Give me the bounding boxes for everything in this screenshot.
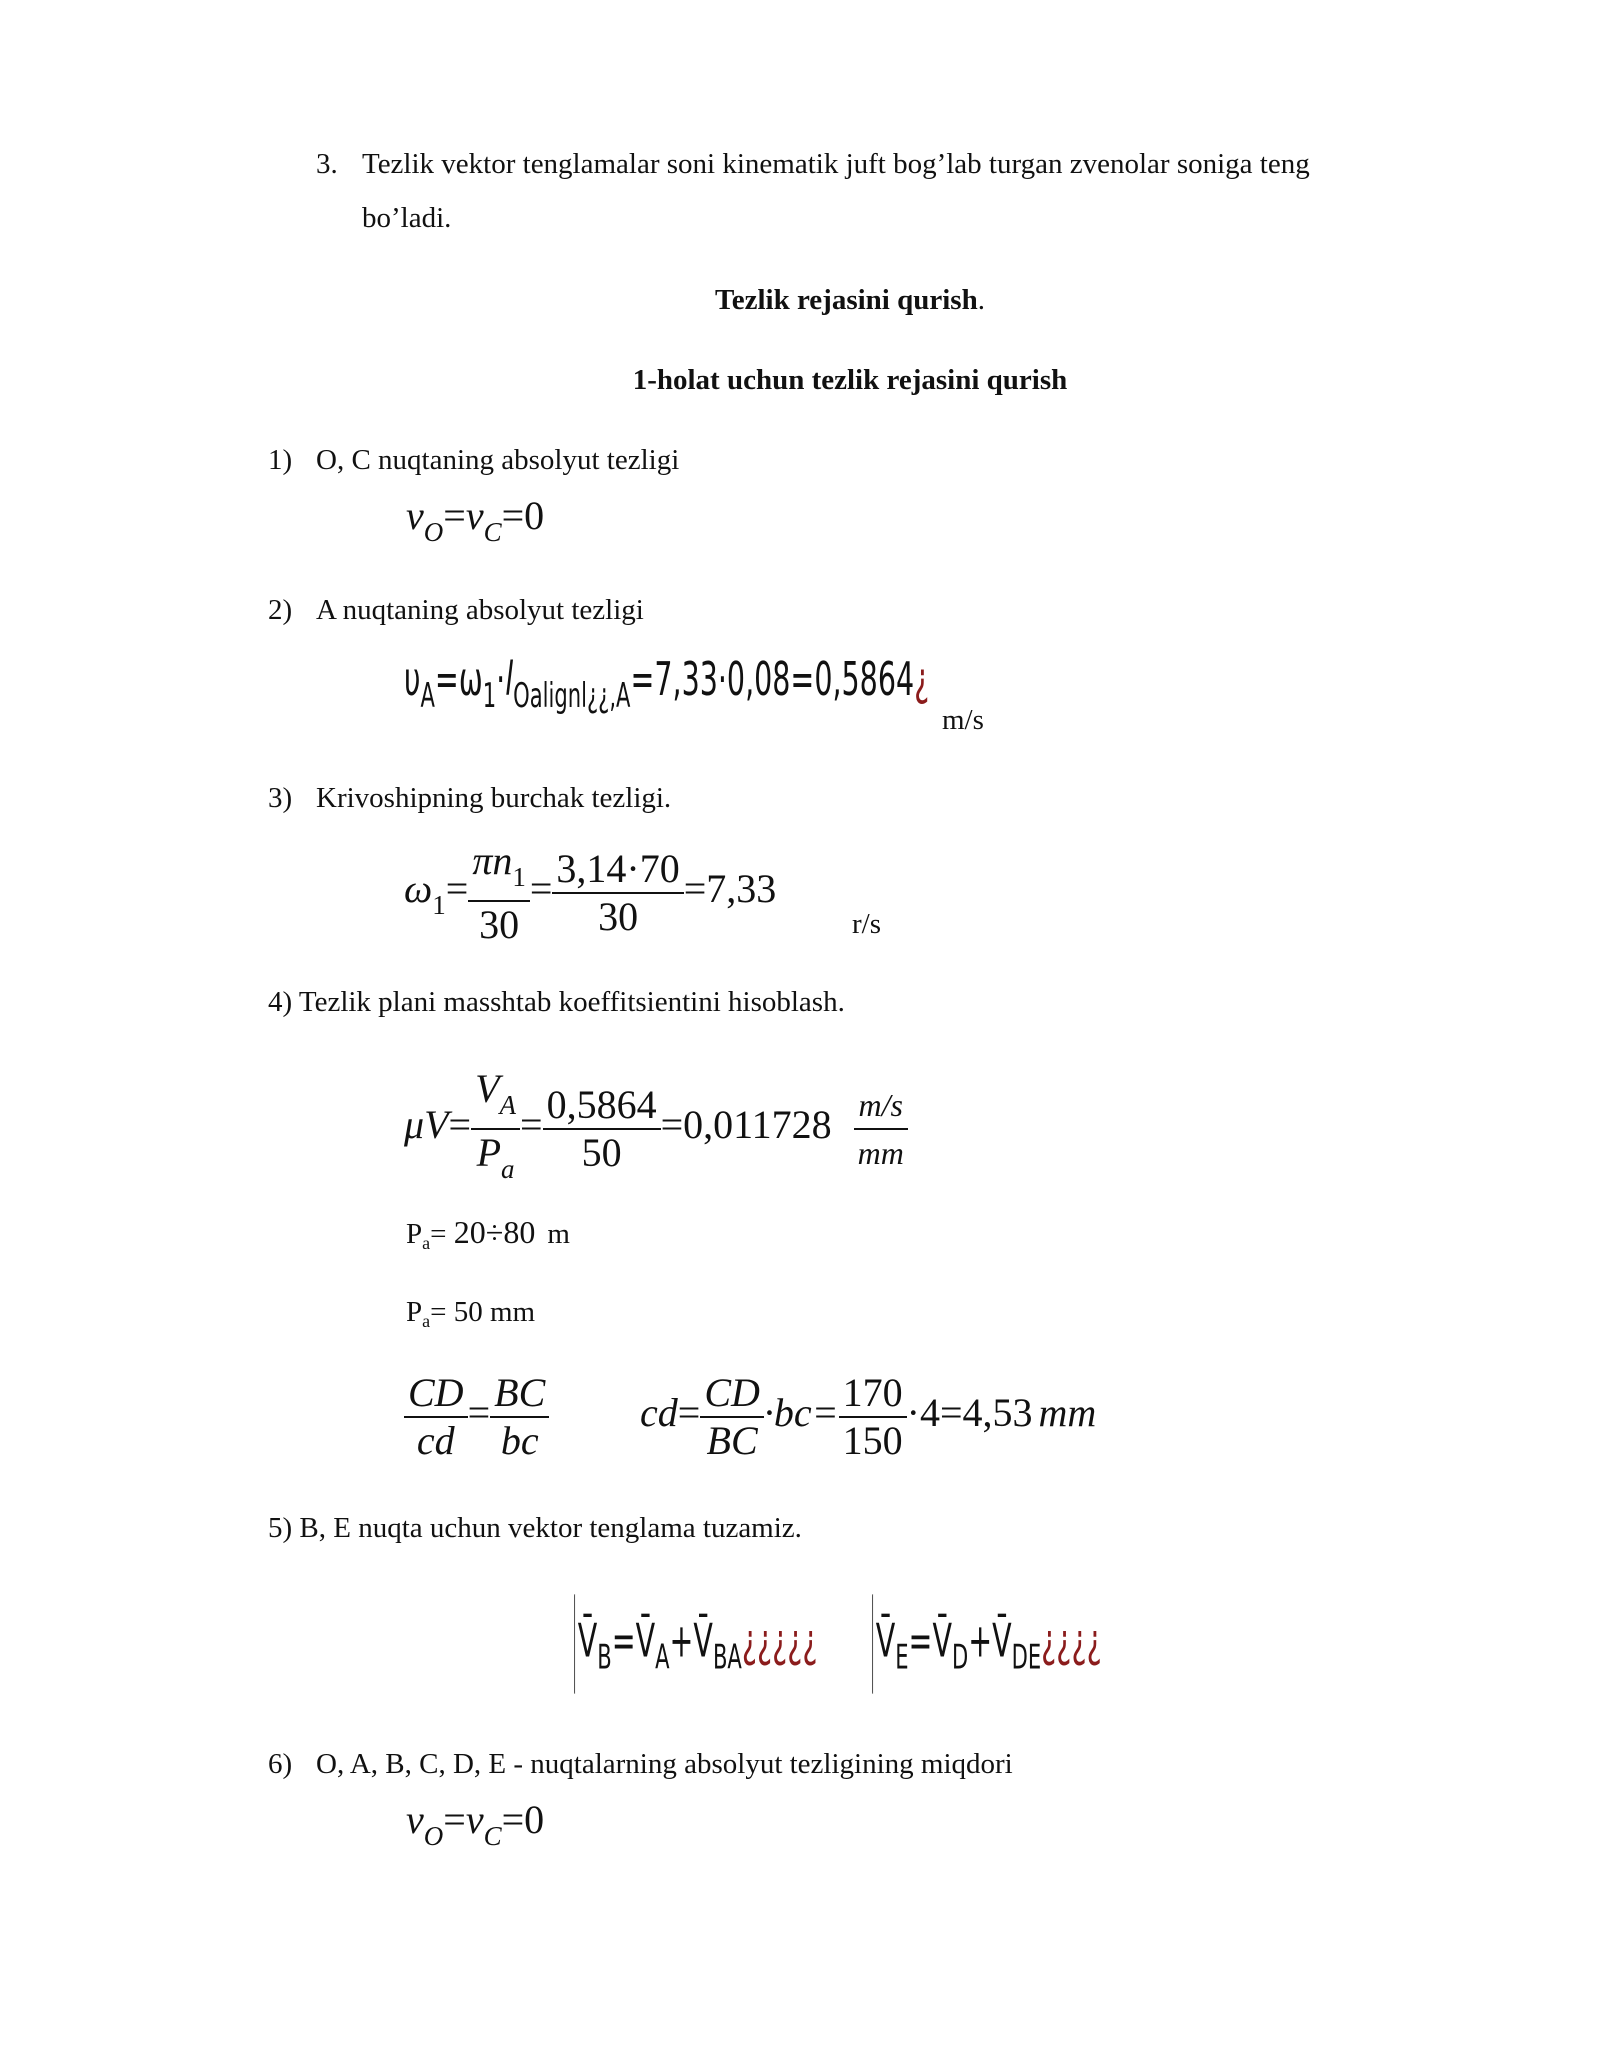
step-text: 5) B, E nuqta uchun vektor tenglama tuzamiz. [268, 1512, 802, 1544]
heading-text: Tezlik rejasini qurish [715, 284, 978, 316]
fraction: $\frac{BC}{bc}$ [490, 1370, 549, 1464]
fraction: $\frac{170}{150}$ [839, 1370, 907, 1464]
fraction: $\frac{3,14\cdot 70}{30}$ [552, 846, 683, 940]
brace [574, 1594, 575, 1694]
fraction: $\frac{V_A}{P_a}$ [471, 1066, 520, 1192]
step-number: 2) [268, 594, 293, 626]
step-text: 4) Tezlik plani masshtab koeffitsientini hisoblash. [268, 986, 845, 1018]
heading-dot: . [977, 284, 985, 316]
step-text: Krivoshipning burchak tezligi. [316, 782, 672, 814]
formula-angular-velocity: $\omega_1=$ $\frac{\pi n_1}{30}$ = $\frac{3,14\cdot 70}{30}$ =7,33 [404, 838, 777, 947]
formula-scale-coefficient: μV= $\frac{V_A}{P_a}$ = $\frac{0,5864}{50}$ =0,011728 $\frac{m/s}{mm}$ [404, 1066, 908, 1192]
fraction: $\frac{\pi n_1}{30}$ [468, 838, 530, 948]
fraction: $\frac{0,5864}{50}$ [543, 1082, 661, 1176]
unit-fraction: $\frac{m/s}{mm}$ [854, 1082, 908, 1176]
unit-label: m/s [942, 704, 984, 736]
vector-equation-e: $V̄_E=V̄_D+V̄_{DE}¿¿¿¿$ [872, 1594, 1102, 1694]
formula-velocity-zero: $v_O=v_C=0$ [406, 493, 545, 547]
subsection-heading: 1-holat uchun tezlik rejasini qurish [632, 364, 1068, 396]
step-text: O, C nuqtaning absolyut tezligi [316, 444, 680, 476]
formula-velocity-zero: $v_O=v_C=0$ [406, 1797, 545, 1851]
list-number: 3. [316, 148, 338, 180]
step-text: O, A, B, C, D, E - nuqtalarning absolyut tezligining miqdori [316, 1748, 1013, 1780]
fraction: $\frac{CD}{BC}$ [700, 1370, 764, 1464]
formula-ratio: $\frac{CD}{cd}$ = $\frac{BC}{bc}$ [404, 1370, 549, 1464]
vector-equation-b: $V̄_B=V̄_A+V̄_{BA}¿¿¿¿¿$ [574, 1594, 818, 1694]
paragraph-line: bo’ladi. [362, 202, 452, 234]
pa-value-line: $P_a= 50$ mm [406, 1296, 536, 1331]
step-number: 1) [268, 444, 293, 476]
formula-velocity-a: $\upsilon_A=\omega_1\cdot l_{Oalignl¿¿,A}=7,33\cdot 0,08=0,5864¿$ [404, 652, 930, 716]
brace [872, 1594, 873, 1694]
step-number: 6) [268, 1748, 293, 1780]
fraction: $\frac{CD}{cd}$ [404, 1370, 468, 1464]
section-heading [0, 282, 1600, 318]
step-number: 3) [268, 782, 293, 814]
paragraph-line: Tezlik vektor tenglamalar soni kinematik juft bog’lab turgan zvenolar soniga teng [362, 148, 1310, 180]
pa-range-line: $P_a= 20\div 80$ m [406, 1214, 570, 1253]
formula-cd-length: cd= $\frac{CD}{BC}$ ·bc= $\frac{170}{150}$ ·4=4,53 mm [640, 1370, 1097, 1463]
unit-label: r/s [852, 908, 881, 940]
step-text: A nuqtaning absolyut tezligi [316, 594, 644, 626]
